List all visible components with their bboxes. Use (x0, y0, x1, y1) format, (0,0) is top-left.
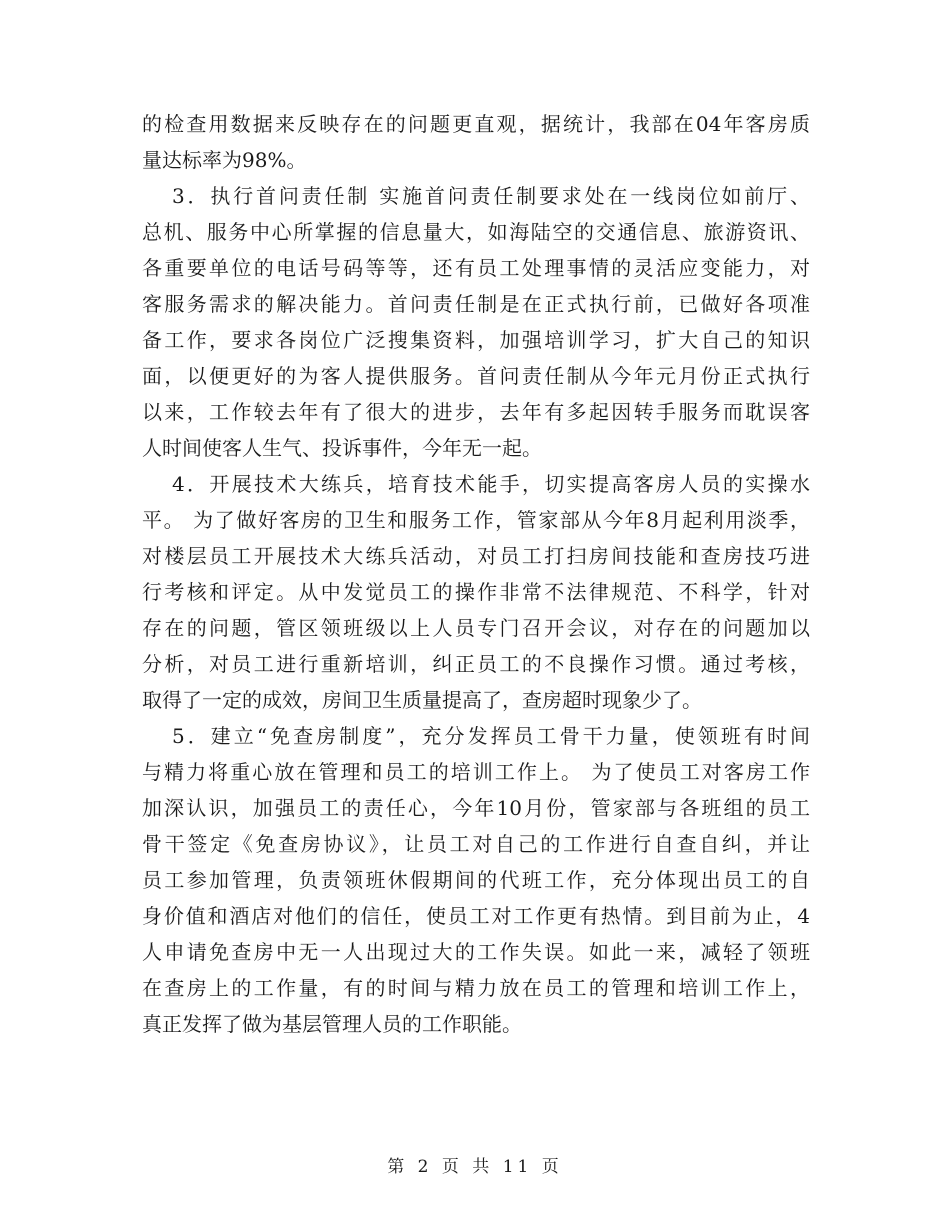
text-line: 人申请免查房中无一人出现过大的工作失误。如此一来，减轻了领班 (142, 940, 810, 964)
text-line: 行考核和评定。从中发觉员工的操作非常不法律规范、不科学，针对 (142, 580, 810, 604)
text-line: 平。 为了做好客房的卫生和服务工作，管家部从今年8月起利用淡季， (142, 508, 810, 532)
text-line: 骨干签定《免查房协议》，让员工对自己的工作进行自查自纠，并让 (142, 832, 810, 856)
text-line: 在查房上的工作量，有的时间与精力放在员工的管理和培训工作上， (142, 976, 810, 1000)
text-line: 以来，工作较去年有了很大的进步，去年有多起因转手服务而耽误客 (142, 400, 810, 424)
text-line: 存在的问题，管区领班级以上人员专门召开会议，对存在的问题加以 (142, 616, 810, 640)
text-line: 各重要单位的电话号码等等，还有员工处理事情的灵活应变能力，对 (142, 256, 810, 280)
text-line: 加深认识，加强员工的责任心，今年10月份，管家部与各班组的员工 (142, 796, 810, 820)
text-line: 员工参加管理，负责领班休假期间的代班工作，充分体现出员工的自 (142, 868, 810, 892)
text-line: 真正发挥了做为基层管理人员的工作职能。 (142, 1012, 522, 1036)
text-line: 3．执行首问责任制 实施首问责任制要求处在一线岗位如前厅、 (172, 184, 810, 208)
text-line: 备工作，要求各岗位广泛搜集资料，加强培训学习，扩大自己的知识 (142, 328, 810, 352)
text-line: 面，以便更好的为客人提供服务。首问责任制从今年元月份正式执行 (142, 364, 810, 388)
page-footer: 第 2 页 共 11 页 (387, 1157, 563, 1177)
text-line: 客服务需求的解决能力。首问责任制是在正式执行前，已做好各项准 (142, 292, 810, 316)
text-line: 4．开展技术大练兵，培育技术能手，切实提高客房人员的实操水 (172, 472, 810, 496)
text-line: 总机、服务中心所掌握的信息量大，如海陆空的交通信息、旅游资讯、 (142, 220, 810, 244)
text-line: 5．建立“免查房制度”，充分发挥员工骨干力量，使领班有时间 (172, 724, 810, 748)
text-line: 分析，对员工进行重新培训，纠正员工的不良操作习惯。通过考核， (142, 652, 810, 676)
text-line: 人时间使客人生气、投诉事件，今年无一起。 (142, 436, 542, 460)
body-text (142, 106, 810, 1042)
text-line: 量达标率为98%。 (142, 148, 307, 172)
text-line: 对楼层员工开展技术大练兵活动，对员工打扫房间技能和查房技巧进 (142, 544, 810, 568)
text-line: 身价值和酒店对他们的信任，使员工对工作更有热情。到目前为止，4 (142, 904, 810, 928)
text-line: 取得了一定的成效，房间卫生质量提高了，查房超时现象少了。 (142, 688, 702, 712)
text-line: 与精力将重心放在管理和员工的培训工作上。 为了使员工对客房工作 (142, 760, 810, 784)
text-line: 的检查用数据来反映存在的问题更直观，据统计，我部在04年客房质 (142, 112, 810, 136)
